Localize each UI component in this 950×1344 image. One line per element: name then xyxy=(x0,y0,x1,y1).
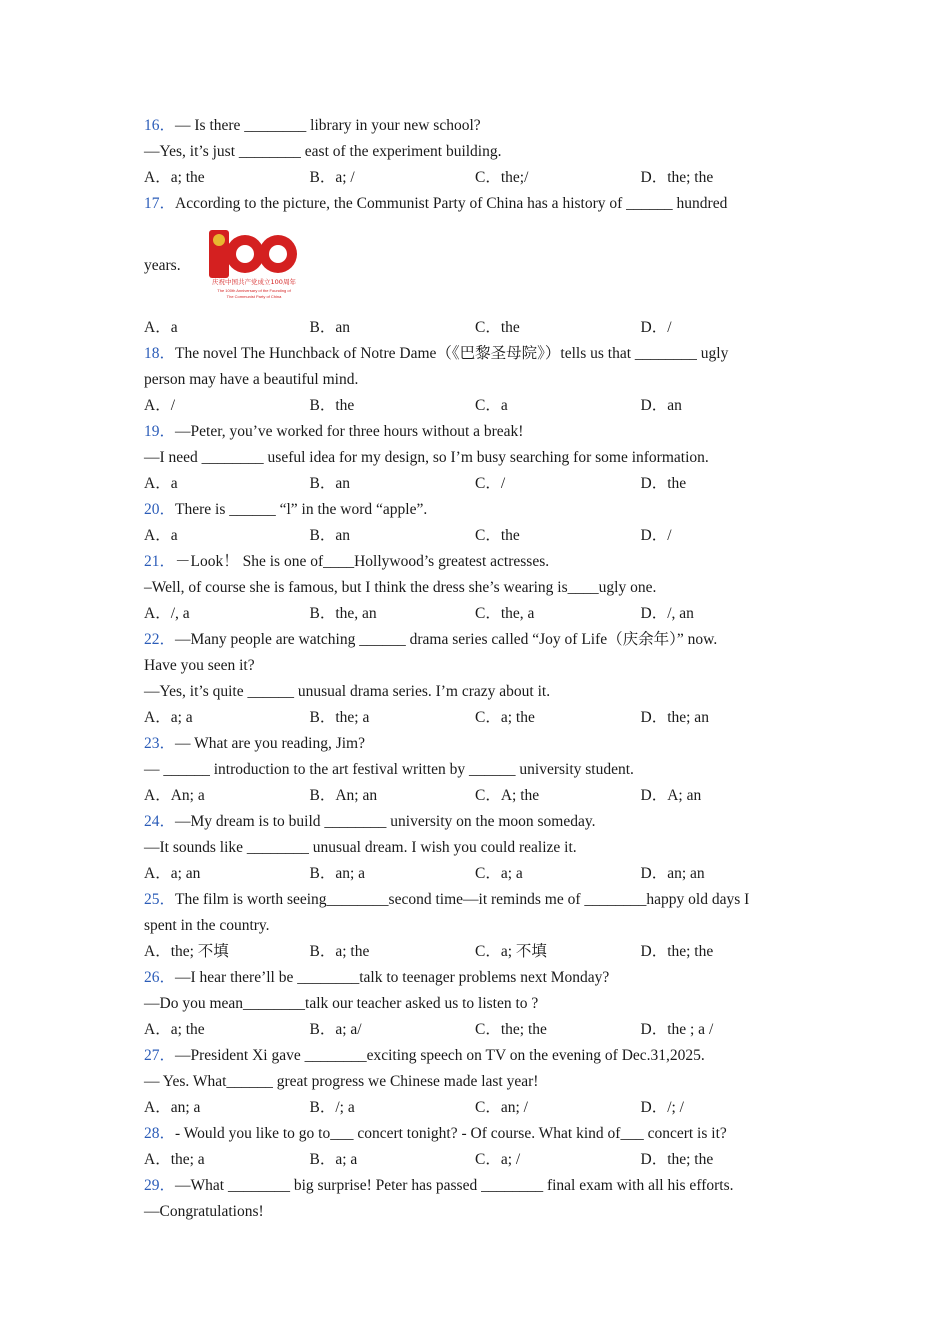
digit-zero-hole xyxy=(236,245,254,263)
question-text: —Yes, it’s quite ______ unusual drama series. I’m crazy about it. xyxy=(144,683,551,700)
question-number: 23． xyxy=(144,735,176,752)
answer-option-c[interactable]: C．an; / xyxy=(475,1099,528,1116)
question-number: 17． xyxy=(144,195,176,212)
question-item xyxy=(144,497,814,549)
question-text: spent in the country. xyxy=(144,917,270,934)
question-line xyxy=(144,965,814,991)
question-text: —President Xi gave ________exciting speech on TV on the evening of Dec.31,2025. xyxy=(175,1047,705,1064)
options-row xyxy=(144,1017,814,1043)
answer-option-c[interactable]: C．the;/ xyxy=(475,169,529,186)
question-line xyxy=(144,835,814,861)
question-text: There is ______ “l” in the word “apple”. xyxy=(175,501,428,518)
answer-option-b[interactable]: B．An; an xyxy=(309,787,378,804)
question-text: - Would you like to go to___ concert tonight? - Of course. What kind of___ concert is it? xyxy=(175,1125,727,1142)
question-item xyxy=(144,1121,814,1173)
answer-option-a[interactable]: A．a xyxy=(144,319,178,336)
answer-option-a[interactable]: A．a; the xyxy=(144,1021,205,1038)
question-number: 20． xyxy=(144,501,176,518)
logo-big-text: 100 xyxy=(204,228,207,229)
answer-option-b[interactable]: B．an; a xyxy=(309,865,366,882)
question-text: — What are you reading, Jim? xyxy=(175,735,365,752)
question-line xyxy=(144,1043,814,1069)
question-text: —Yes, it’s just ________ east of the experiment building. xyxy=(144,143,502,160)
options-row xyxy=(144,601,814,627)
options-row xyxy=(144,165,814,191)
question-line xyxy=(144,113,814,139)
question-item xyxy=(144,191,814,341)
answer-option-c[interactable]: C．the xyxy=(475,527,520,544)
question-item xyxy=(144,1043,814,1121)
answer-option-a[interactable]: A．a xyxy=(144,527,178,544)
answer-option-c[interactable]: C．/ xyxy=(475,475,506,492)
answer-option-d[interactable]: D．the ; a / xyxy=(640,1021,714,1038)
question-line xyxy=(144,1121,814,1147)
answer-option-c[interactable]: C．the xyxy=(475,319,520,336)
options-row xyxy=(144,315,814,341)
question-item xyxy=(144,113,814,191)
question-line xyxy=(144,367,814,393)
question-number: 18． xyxy=(144,345,176,362)
question-line xyxy=(144,549,814,575)
options-row xyxy=(144,1147,814,1173)
question-text: According to the picture, the Communist Party of China has a history of ______ hundred xyxy=(175,195,728,212)
question-text: years. xyxy=(144,257,181,274)
answer-option-d[interactable]: D．/; / xyxy=(640,1099,684,1116)
question-text: Have you seen it? xyxy=(144,657,255,674)
answer-option-b[interactable]: B．an xyxy=(309,319,350,336)
answer-option-a[interactable]: A．a xyxy=(144,475,178,492)
answer-option-a[interactable]: A．/, a xyxy=(144,605,190,622)
question-line xyxy=(144,679,814,705)
answer-option-d[interactable]: D．the; an xyxy=(640,709,709,726)
question-number: 24． xyxy=(144,813,176,830)
answer-option-c[interactable]: C．a xyxy=(475,397,508,414)
question-text: —Congratulations! xyxy=(144,1203,264,1220)
question-number: 19． xyxy=(144,423,176,440)
answer-option-c[interactable]: C．A; the xyxy=(475,787,540,804)
question-line xyxy=(144,627,814,653)
question-number: 28． xyxy=(144,1125,176,1142)
question-line xyxy=(144,913,814,939)
answer-option-a[interactable]: A．An; a xyxy=(144,787,205,804)
question-line xyxy=(144,757,814,783)
question-text: The novel The Hunchback of Notre Dame（《巴黎圣母院》）tells us that ________ ugly xyxy=(175,345,729,362)
question-item xyxy=(144,965,814,1043)
question-item xyxy=(144,887,814,965)
party-anniversary-logo xyxy=(205,228,303,304)
options-row xyxy=(144,523,814,549)
question-line xyxy=(144,497,814,523)
question-line xyxy=(144,341,814,367)
question-line xyxy=(144,809,814,835)
answer-option-a[interactable]: A．/ xyxy=(144,397,176,414)
answer-option-d[interactable]: D．the; the xyxy=(640,943,714,960)
question-line xyxy=(144,653,814,679)
question-item xyxy=(144,731,814,809)
answer-option-d[interactable]: D．the xyxy=(640,475,687,492)
answer-option-b[interactable]: B．/; a xyxy=(309,1099,355,1116)
answer-option-d[interactable]: D．/, an xyxy=(640,605,694,622)
answer-option-c[interactable]: C．a; 不填 xyxy=(475,943,547,960)
question-text: —What ________ big surprise! Peter has passed ________ final exam with all his efforts. xyxy=(175,1177,734,1194)
answer-option-a[interactable]: A．a; the xyxy=(144,169,205,186)
question-line xyxy=(144,1069,814,1095)
question-number: 21． xyxy=(144,553,176,570)
answer-option-d[interactable]: D．an; an xyxy=(640,865,705,882)
question-item xyxy=(144,419,814,497)
answer-option-a[interactable]: A．the; a xyxy=(144,1151,205,1168)
answer-option-d[interactable]: D．the; the xyxy=(640,1151,714,1168)
options-row xyxy=(144,861,814,887)
logo-caption-en: The Communist Party of China xyxy=(226,294,281,299)
image-line xyxy=(144,217,814,315)
question-text: — ______ introduction to the art festival written by ______ university student. xyxy=(144,761,634,778)
logo-caption-cn: 庆祝中国共产党成立100周年 xyxy=(211,278,296,286)
answer-option-b[interactable]: B．a; a/ xyxy=(309,1021,362,1038)
question-text: —Many people are watching ______ drama series called “Joy of Life（庆余年）” now. xyxy=(175,631,718,648)
question-text: —It sounds like ________ unusual dream. I wish you could realize it. xyxy=(144,839,577,856)
question-line xyxy=(144,991,814,1017)
answer-option-b[interactable]: B．an xyxy=(309,527,350,544)
options-row xyxy=(144,705,814,731)
question-number: 26． xyxy=(144,969,176,986)
answer-option-b[interactable]: B．the xyxy=(309,397,355,414)
answer-option-b[interactable]: B．the, an xyxy=(309,605,377,622)
question-text: — Yes. What______ great progress we Chinese made last year! xyxy=(144,1073,539,1090)
question-item xyxy=(144,549,814,627)
answer-option-c[interactable]: C．a; the xyxy=(475,709,535,726)
answer-option-a[interactable]: A．the; 不填 xyxy=(144,943,229,960)
question-item xyxy=(144,627,814,731)
answer-option-c[interactable]: C．the; the xyxy=(475,1021,547,1038)
question-text: —My dream is to build ________ university on the moon someday. xyxy=(175,813,596,830)
answer-option-c[interactable]: C．a; / xyxy=(475,1151,521,1168)
question-number: 16． xyxy=(144,117,176,134)
answer-option-d[interactable]: D．/ xyxy=(640,527,672,544)
question-number: 27． xyxy=(144,1047,176,1064)
question-text: —Do you mean________talk our teacher asked us to listen to ? xyxy=(144,995,539,1012)
answer-option-b[interactable]: B．an xyxy=(309,475,350,492)
question-text: person may have a beautiful mind. xyxy=(144,371,359,388)
answer-option-b[interactable]: B．a; the xyxy=(309,943,370,960)
answer-option-c[interactable]: C．the, a xyxy=(475,605,535,622)
question-line xyxy=(144,419,814,445)
question-line xyxy=(144,1173,814,1199)
question-text: —I hear there’ll be ________talk to teenager problems next Monday? xyxy=(175,969,610,986)
question-item xyxy=(144,809,814,887)
question-line xyxy=(144,139,814,165)
question-line xyxy=(144,445,814,471)
answer-option-d[interactable]: D．an xyxy=(640,397,682,414)
hammer-sickle-icon xyxy=(213,234,225,246)
question-number: 25． xyxy=(144,891,176,908)
answer-option-a[interactable]: A．a; an xyxy=(144,865,201,882)
question-line xyxy=(144,1199,814,1225)
answer-option-b[interactable]: B．a; a xyxy=(309,1151,358,1168)
question-item xyxy=(144,1173,814,1225)
answer-option-d[interactable]: D．the; the xyxy=(640,169,714,186)
question-line xyxy=(144,191,814,217)
answer-option-b[interactable]: B．a; / xyxy=(309,169,355,186)
question-text: －Look！ She is one of____Hollywood’s greatest actresses. xyxy=(175,553,550,570)
answer-option-a[interactable]: A．an; a xyxy=(144,1099,201,1116)
answer-option-d[interactable]: D．A; an xyxy=(640,787,702,804)
question-text: —I need ________ useful idea for my design, so I’m busy searching for some information. xyxy=(144,449,709,466)
logo-caption-en: The 100th Anniversary of the Founding of xyxy=(216,288,291,293)
options-row xyxy=(144,393,814,419)
answer-option-a[interactable]: A．a; a xyxy=(144,709,193,726)
options-row xyxy=(144,783,814,809)
digit-zero-hole xyxy=(269,245,287,263)
answer-option-b[interactable]: B．the; a xyxy=(309,709,370,726)
question-list xyxy=(144,113,814,1225)
answer-option-d[interactable]: D．/ xyxy=(640,319,672,336)
question-text: — Is there ________ library in your new school? xyxy=(175,117,481,134)
question-number: 29． xyxy=(144,1177,176,1194)
answer-option-c[interactable]: C．a; a xyxy=(475,865,523,882)
question-line xyxy=(144,575,814,601)
question-line xyxy=(144,731,814,757)
question-text: The film is worth seeing________second time—it reminds me of ________happy old days I xyxy=(175,891,750,908)
question-item xyxy=(144,341,814,419)
options-row xyxy=(144,471,814,497)
question-text: —Peter, you’ve worked for three hours without a break! xyxy=(175,423,524,440)
question-text: –Well, of course she is famous, but I think the dress she’s wearing is____ugly one. xyxy=(144,579,657,596)
question-line xyxy=(144,887,814,913)
options-row xyxy=(144,1095,814,1121)
question-number: 22． xyxy=(144,631,176,648)
options-row xyxy=(144,939,814,965)
